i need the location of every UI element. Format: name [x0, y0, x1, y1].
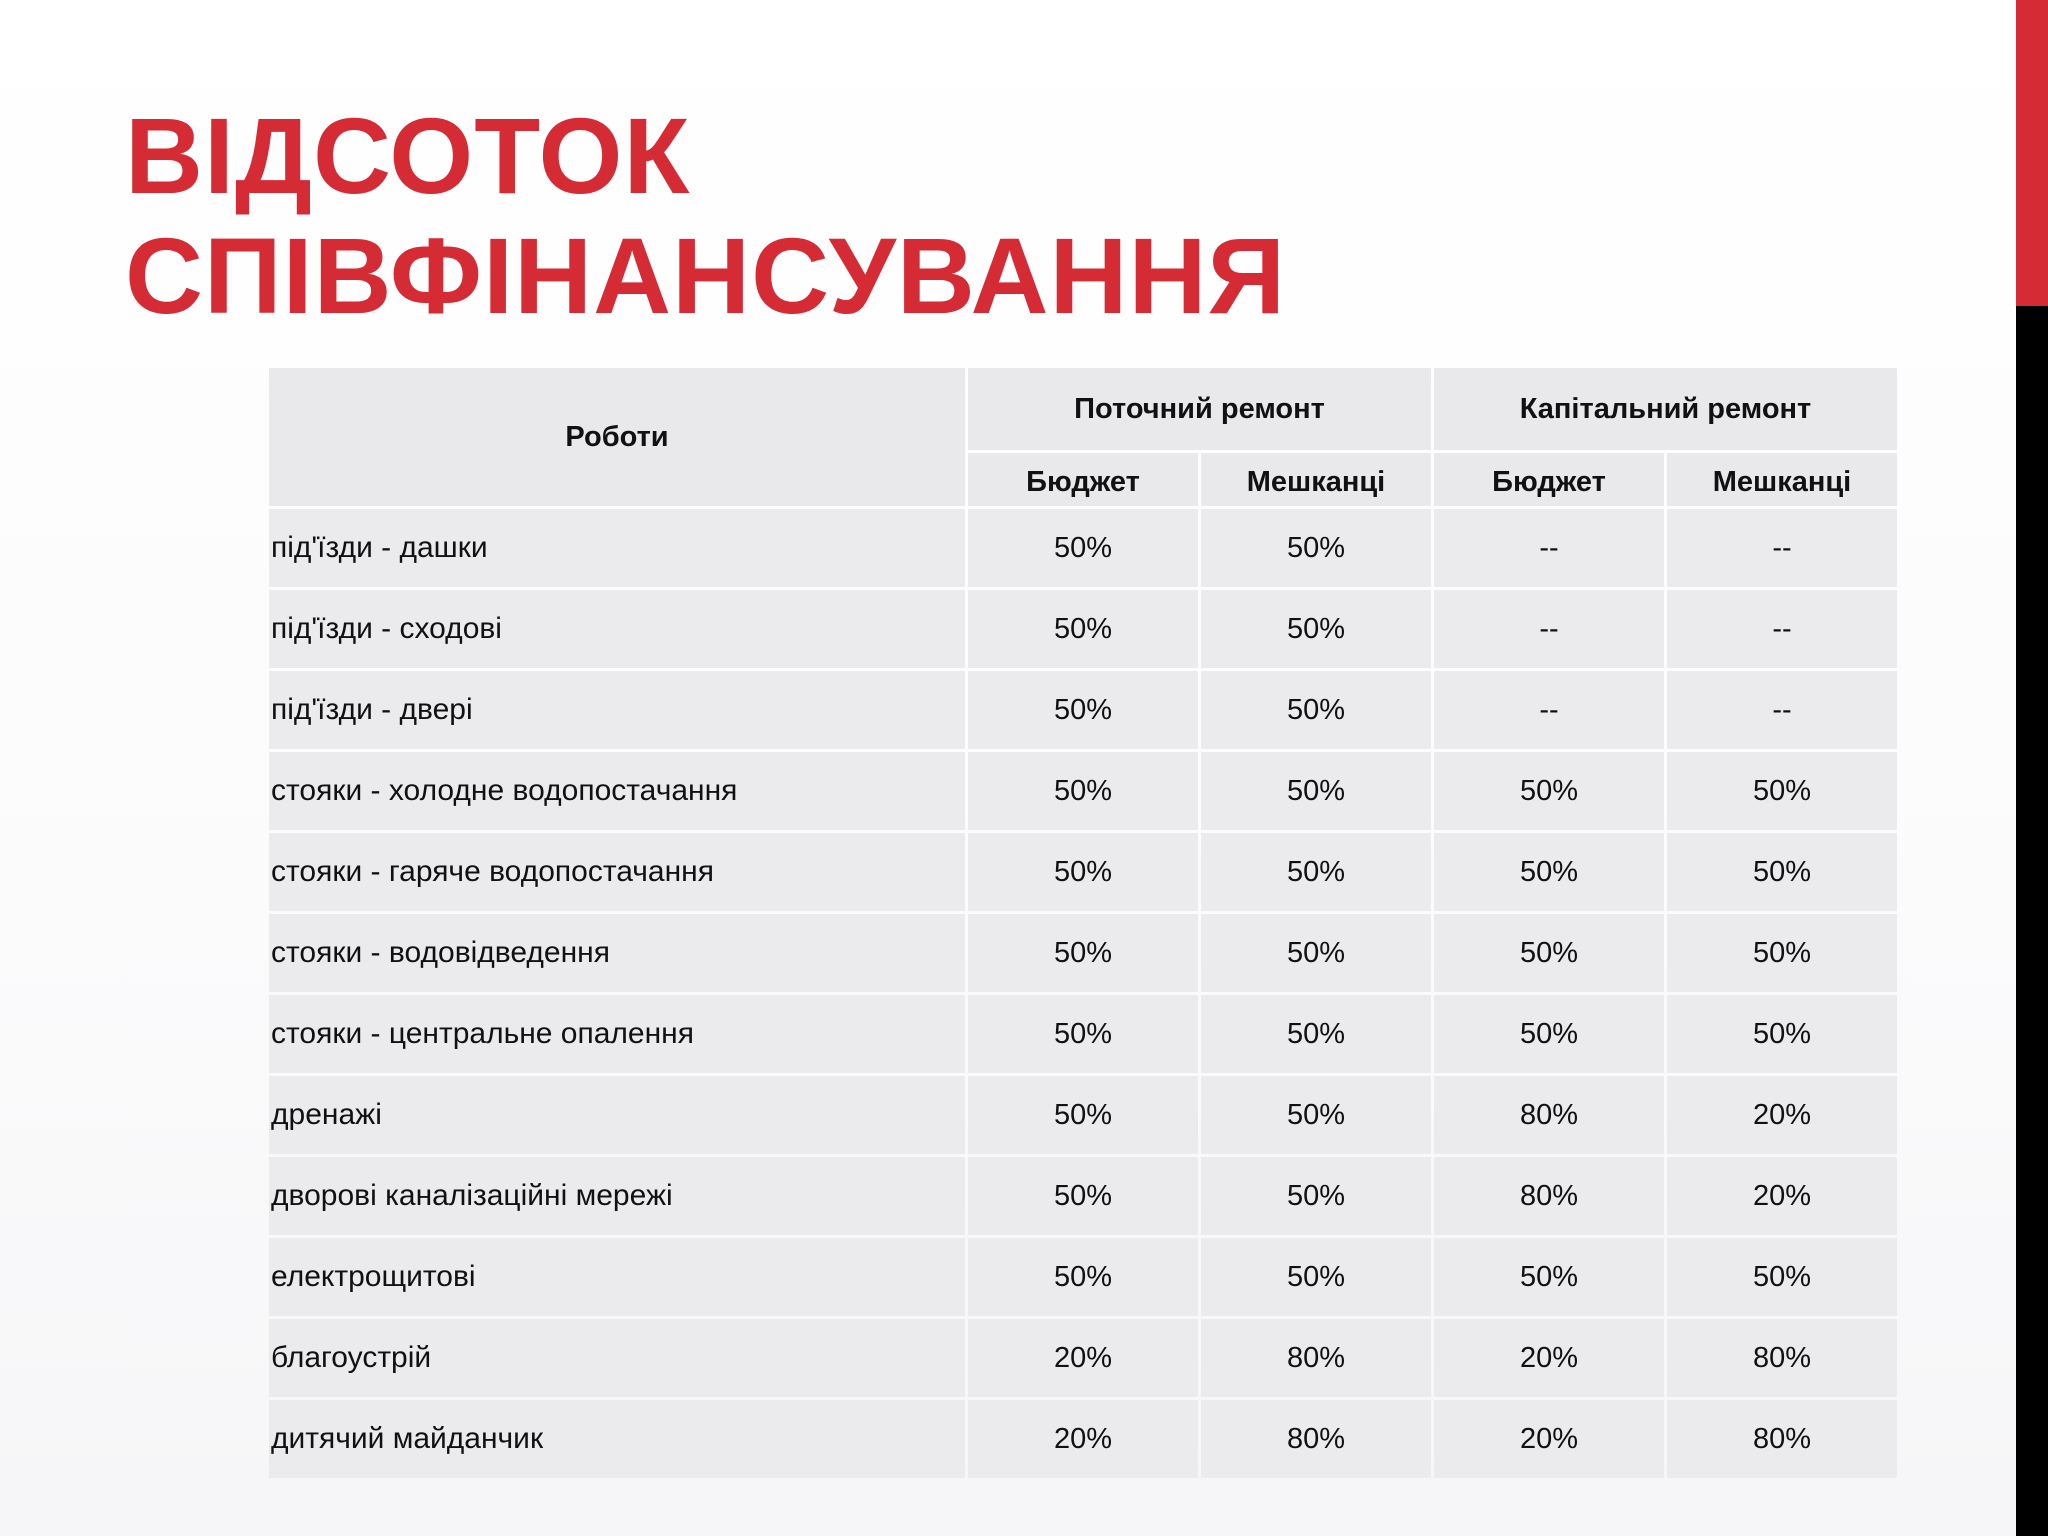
cell-capital-budget: 80% — [1434, 1157, 1664, 1235]
cell-work: дворові каналізаційні мережі — [269, 1157, 965, 1235]
cell-current-budget: 50% — [968, 833, 1198, 911]
cell-current-budget: 50% — [968, 590, 1198, 668]
header-current-budget: Бюджет — [968, 453, 1198, 506]
cell-work: під'їзди - сходові — [269, 590, 965, 668]
cell-current-budget: 50% — [968, 995, 1198, 1073]
cofinancing-table-container — [266, 365, 1895, 1481]
cell-work: стояки - водовідведення — [269, 914, 965, 992]
accent-bar-black — [2016, 306, 2048, 1536]
cell-work: електрощитові — [269, 1238, 965, 1316]
cell-current-residents: 80% — [1201, 1400, 1431, 1478]
table-row — [269, 1157, 1897, 1235]
cell-current-residents: 50% — [1201, 590, 1431, 668]
table-row — [269, 1319, 1897, 1397]
table-header — [269, 368, 1897, 506]
header-capital-repair: Капітальний ремонт — [1434, 368, 1897, 450]
cell-capital-residents: 80% — [1667, 1319, 1897, 1397]
cell-current-budget: 50% — [968, 1157, 1198, 1235]
cell-current-residents: 50% — [1201, 833, 1431, 911]
cell-current-budget: 50% — [968, 752, 1198, 830]
table-row — [269, 914, 1897, 992]
header-capital-residents: Мешканці — [1667, 453, 1897, 506]
cell-capital-budget: 20% — [1434, 1400, 1664, 1478]
cell-capital-residents: -- — [1667, 509, 1897, 587]
cell-capital-budget: 50% — [1434, 833, 1664, 911]
cell-capital-residents: 20% — [1667, 1157, 1897, 1235]
header-current-repair: Поточний ремонт — [968, 368, 1431, 450]
cell-work: дитячий майданчик — [269, 1400, 965, 1478]
cell-capital-residents: -- — [1667, 671, 1897, 749]
cell-current-residents: 50% — [1201, 914, 1431, 992]
accent-bar-red — [2016, 0, 2048, 306]
table-row — [269, 509, 1897, 587]
header-work: Роботи — [269, 368, 965, 506]
cell-current-residents: 50% — [1201, 1076, 1431, 1154]
cell-current-residents: 50% — [1201, 509, 1431, 587]
cell-current-budget: 50% — [968, 1076, 1198, 1154]
cell-current-budget: 50% — [968, 1238, 1198, 1316]
cell-current-residents: 50% — [1201, 671, 1431, 749]
cell-current-residents: 50% — [1201, 752, 1431, 830]
cell-capital-budget: 50% — [1434, 1238, 1664, 1316]
table-row — [269, 1076, 1897, 1154]
cell-current-budget: 50% — [968, 671, 1198, 749]
cell-current-residents: 80% — [1201, 1319, 1431, 1397]
table-row — [269, 1238, 1897, 1316]
cell-current-residents: 50% — [1201, 995, 1431, 1073]
slide-title-line-1: ВІДСОТОК — [125, 95, 691, 216]
cell-capital-residents: 50% — [1667, 995, 1897, 1073]
cell-work: стояки - гаряче водопостачання — [269, 833, 965, 911]
cell-current-residents: 50% — [1201, 1238, 1431, 1316]
cell-capital-budget: 20% — [1434, 1319, 1664, 1397]
cofinancing-table — [266, 365, 1900, 1481]
cell-capital-budget: -- — [1434, 509, 1664, 587]
cell-work: благоустрій — [269, 1319, 965, 1397]
cell-capital-residents: 50% — [1667, 833, 1897, 911]
table-row — [269, 833, 1897, 911]
cell-work: стояки - центральне опалення — [269, 995, 965, 1073]
cell-capital-budget: 80% — [1434, 1076, 1664, 1154]
cell-work: під'їзди - дашки — [269, 509, 965, 587]
cell-capital-residents: 50% — [1667, 1238, 1897, 1316]
cell-capital-budget: 50% — [1434, 914, 1664, 992]
cell-current-residents: 50% — [1201, 1157, 1431, 1235]
table-body — [269, 509, 1897, 1478]
table-row — [269, 1400, 1897, 1478]
cell-capital-budget: 50% — [1434, 752, 1664, 830]
cell-current-budget: 20% — [968, 1400, 1198, 1478]
table-row — [269, 671, 1897, 749]
header-row-1 — [269, 368, 1897, 450]
table-row — [269, 995, 1897, 1073]
cell-capital-residents: 50% — [1667, 752, 1897, 830]
cell-current-budget: 20% — [968, 1319, 1198, 1397]
cell-work: дренажі — [269, 1076, 965, 1154]
slide-title — [125, 96, 1925, 336]
cell-current-budget: 50% — [968, 509, 1198, 587]
table-row — [269, 752, 1897, 830]
cell-capital-budget: -- — [1434, 671, 1664, 749]
cell-capital-residents: 50% — [1667, 914, 1897, 992]
cell-capital-budget: 50% — [1434, 995, 1664, 1073]
cell-capital-residents: 20% — [1667, 1076, 1897, 1154]
header-capital-budget: Бюджет — [1434, 453, 1664, 506]
cell-work: стояки - холодне водопостачання — [269, 752, 965, 830]
cell-capital-residents: -- — [1667, 590, 1897, 668]
cell-current-budget: 50% — [968, 914, 1198, 992]
header-current-residents: Мешканці — [1201, 453, 1431, 506]
cell-work: під'їзди - двері — [269, 671, 965, 749]
cell-capital-budget: -- — [1434, 590, 1664, 668]
cell-capital-residents: 80% — [1667, 1400, 1897, 1478]
slide-title-line-2: СПІВФІНАНСУВАННЯ — [125, 215, 1287, 336]
table-row — [269, 590, 1897, 668]
